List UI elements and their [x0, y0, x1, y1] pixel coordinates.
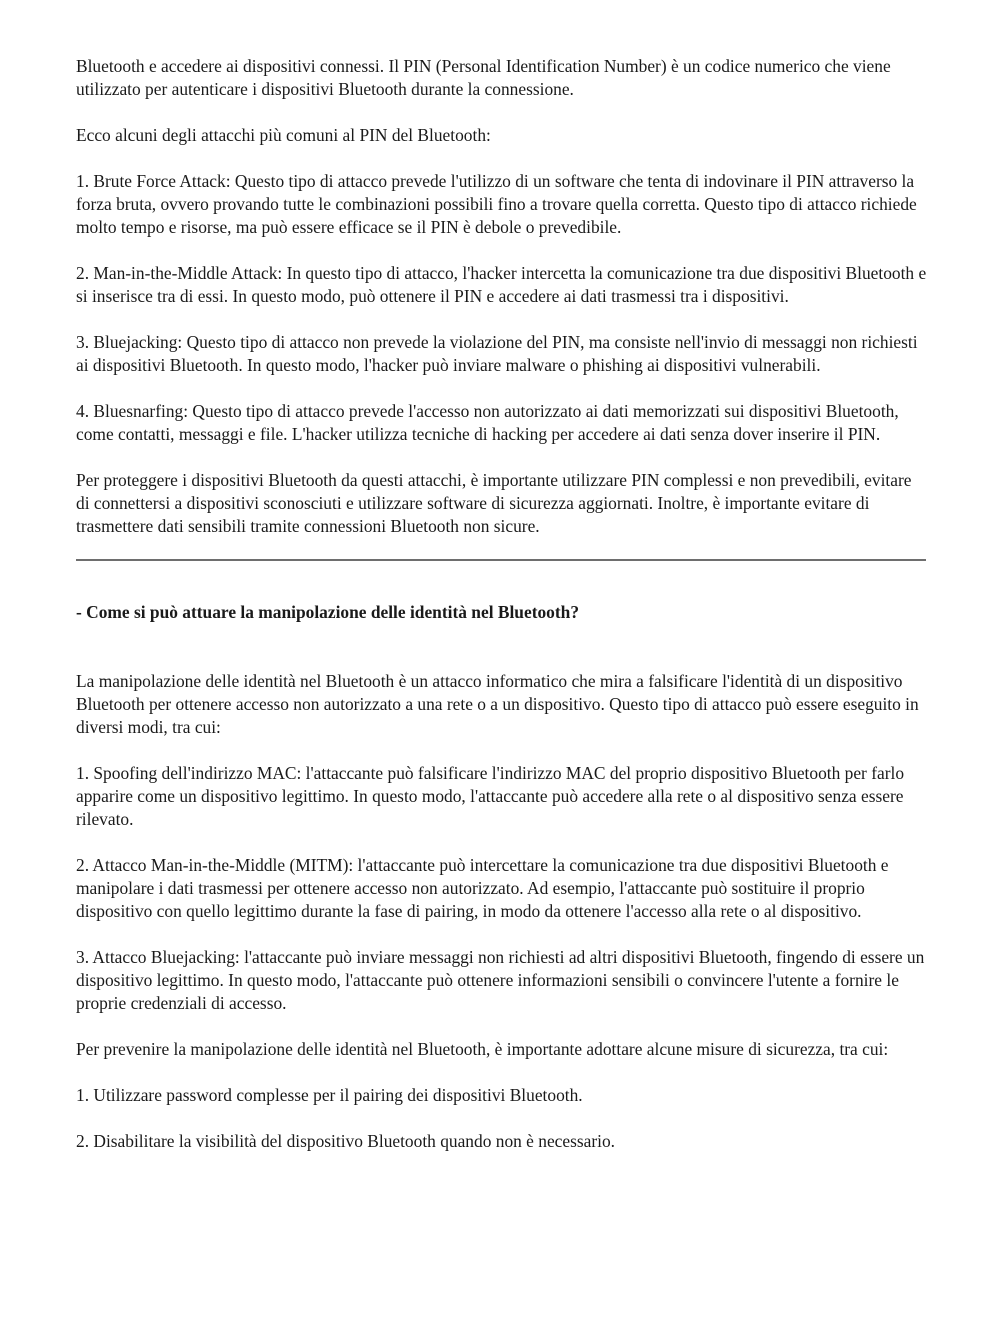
paragraph-prevention-intro: Per prevenire la manipolazione delle identità nel Bluetooth, è importante adottare alcune misure di sicurezza, tra cui:	[76, 1039, 889, 1059]
horizontal-divider	[76, 559, 926, 561]
section-pin-attacks	[76, 55, 928, 538]
paragraph-mitm: 2. Man-in-the-Middle Attack: In questo tipo di attacco, l'hacker intercetta la comunicazione tra due dispositivi Bluetooth e si inserisce tra di essi. In questo modo, può ottenere il PIN e accedere ai dati trasmessi tra i dispositivi.	[76, 263, 927, 306]
paragraph-bluejacking: 3. Bluejacking: Questo tipo di attacco non prevede la violazione del PIN, ma consiste nell'invio di messaggi non richiesti ai dispositivi Bluetooth. In questo modo, l'hacker può inviare malware o phishing ai dispositivi vulnerabili.	[76, 332, 918, 375]
paragraph-protection: Per proteggere i dispositivi Bluetooth da questi attacchi, è importante utilizzare PIN complessi e non prevedibili, evitare di connettersi a dispositivi sconosciuti e utilizzare software di sicurezza aggiornati. Inoltre, è importante evitare di trasmettere dati sensibili tramite connessioni Bluetooth non sicure.	[76, 470, 912, 536]
section-identity-manipulation	[76, 670, 928, 1153]
paragraph-measure-1: 1. Utilizzare password complesse per il pairing dei dispositivi Bluetooth.	[76, 1085, 583, 1105]
paragraph-mitm-identity: 2. Attacco Man-in-the-Middle (MITM): l'attaccante può intercettare la comunicazione tra due dispositivi Bluetooth e manipolare i dati trasmessi per ottenere accesso non autorizzato. Ad esempio, l'attaccante può sostituire il proprio dispositivo con quello legittimo durante la fase di pairing, in modo da ottenere l'accesso alla rete o al dispositivo.	[76, 855, 889, 921]
paragraph-identity-intro: La manipolazione delle identità nel Bluetooth è un attacco informatico che mira a falsificare l'identità di un dispositivo Bluetooth per ottenere accesso non autorizzato a una rete o a un dispositivo. Questo tipo di attacco può essere eseguito in diversi modi, tra cui:	[76, 671, 919, 737]
section-heading: - Come si può attuare la manipolazione delle identità nel Bluetooth?	[76, 602, 580, 622]
paragraph-brute-force: 1. Brute Force Attack: Questo tipo di attacco prevede l'utilizzo di un software che tenta di indovinare il PIN attraverso la forza bruta, ovvero provando tutte le combinazioni possibili fino a trovare quella corretta. Questo tipo di attacco richiede molto tempo e risorse, ma può essere efficace se il PIN è debole o prevedibile.	[76, 171, 917, 237]
paragraph-mac-spoofing: 1. Spoofing dell'indirizzo MAC: l'attaccante può falsificare l'indirizzo MAC del proprio dispositivo Bluetooth per farlo apparire come un dispositivo legittimo. In questo modo, l'attaccante può accedere alla rete o al dispositivo senza essere rilevato.	[76, 763, 905, 829]
paragraph-measure-2: 2. Disabilitare la visibilità del dispositivo Bluetooth quando non è necessario.	[76, 1131, 616, 1151]
paragraph-bluesnarfing: 4. Bluesnarfing: Questo tipo di attacco prevede l'accesso non autorizzato ai dati memorizzati sui dispositivi Bluetooth, come contatti, messaggi e file. L'hacker utilizza tecniche di hacking per accedere ai dati senza dover inserire il PIN.	[76, 401, 899, 444]
paragraph-list-intro: Ecco alcuni degli attacchi più comuni al PIN del Bluetooth:	[76, 125, 491, 145]
document-page	[76, 55, 928, 1176]
paragraph-bluejacking-identity: 3. Attacco Bluejacking: l'attaccante può inviare messaggi non richiesti ad altri dispositivi Bluetooth, fingendo di essere un dispositivo legittimo. In questo modo, l'attaccante può ottenere informazioni sensibili o convincere l'utente a fornire le proprie credenziali di accesso.	[76, 947, 925, 1013]
paragraph-intro: Bluetooth e accedere ai dispositivi connessi. Il PIN (Personal Identification Number) è un codice numerico che viene utilizzato per autenticare i dispositivi Bluetooth durante la connessione.	[76, 56, 891, 99]
